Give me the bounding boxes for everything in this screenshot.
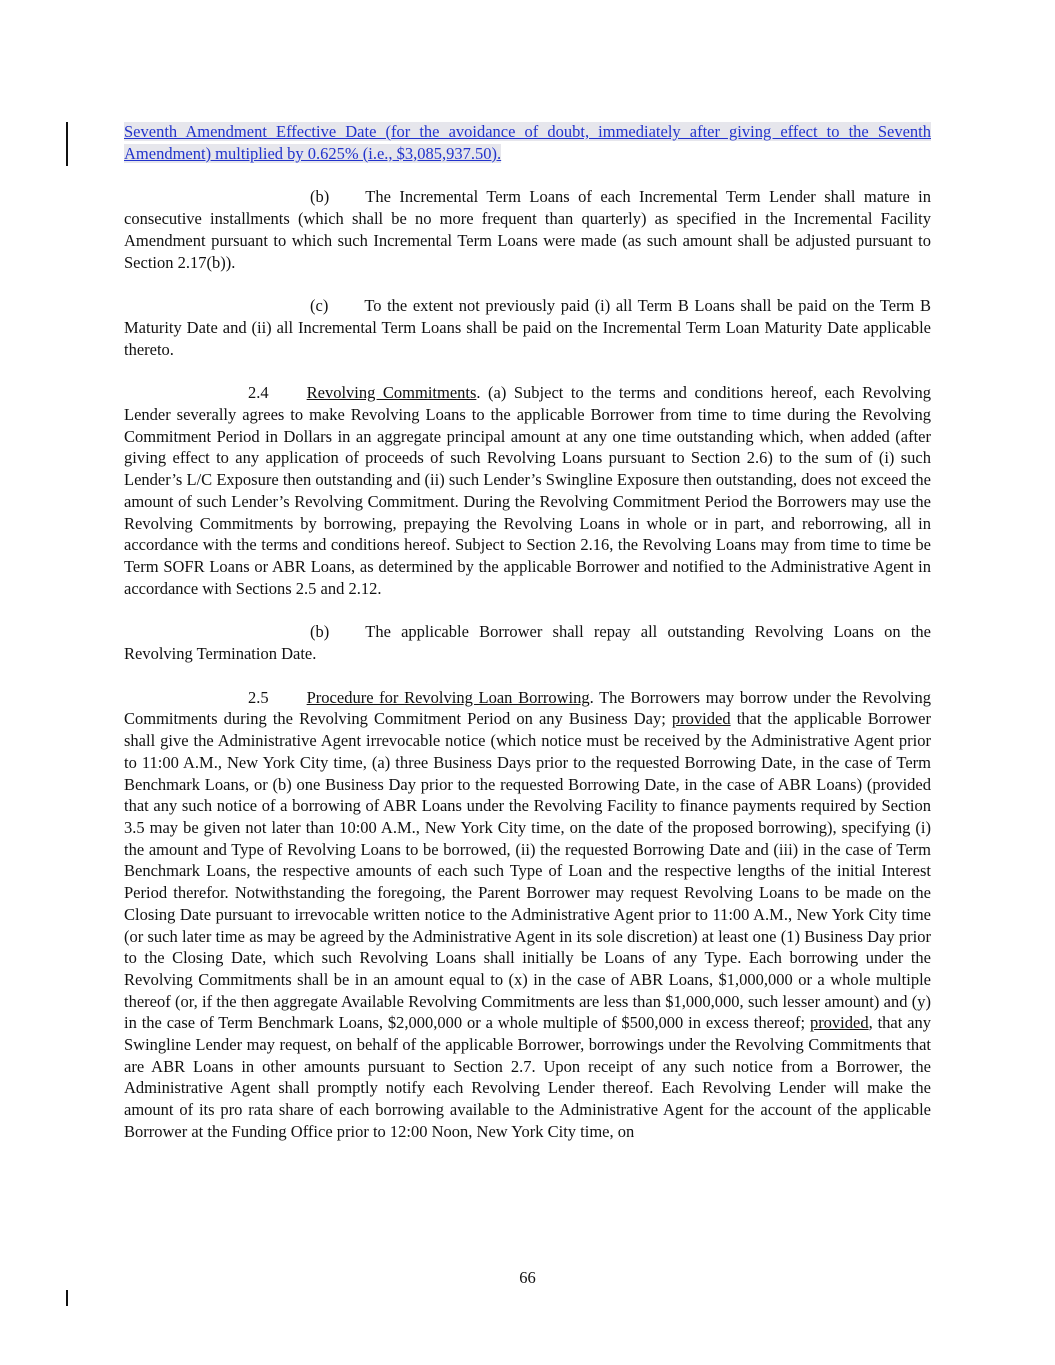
page-number: 66 <box>519 1268 536 1287</box>
section-text-c: , that any Swingline Lender may request, on behalf of the applicable Borrower, borrowings under the Revolving Commitments that are ABR Loans in other amounts pursuant to Section 2.7. Upon receipt of any such notice from a Borrower, the Administrative Agent shall promptly notify each Revolving Lender thereof. Each Revolving Lender will make the amount of its pro rata share of each borrowing available to the Administrative Agent for the account of the applicable Borrower at the Funding Office prior to 12:00 Noon, New York City time, on <box>124 1013 931 1141</box>
clause-label: (b) <box>310 622 330 642</box>
revision-bar-bottom <box>66 1290 68 1306</box>
section-2-4 <box>124 382 931 599</box>
section-text-a: . The Borrowers may borrow under the Revolving Commitments during the Revolving Commitment Period on any Business Day; <box>124 687 931 729</box>
clause-text: The Incremental Term Loans of each Incremental Term Lender shall mature in consecutive installments (which shall be no more frequent than quarterly) as specified in the Incremental Facility Amendment pursuant to which such Incremental Term Loans were made (as such amount shall be adjusted pursuant to Section 2.17(b)). <box>124 187 931 272</box>
section-text-b: that the applicable Borrower shall give the Administrative Agent irrevocable notice (which notice must be received by the Administrative Agent prior to 11:00 A.M., New York City time, (a) three Business Days prior to the requested Borrowing Date, in the case of Term Benchmark Loans, or (b) one Business Day prior to the requested Borrowing Date, in the case of ABR Loans) (provided that any such notice of a borrowing of ABR Loans under the Revolving Facility to finance payments required by Section 3.5 may be given not later than 10:00 A.M., New York City time, on the date of the proposed borrowing), specifying (i) the amount and Type of Revolving Loans to be borrowed, (ii) the requested Borrowing Date and (iii) in the case of Term Benchmark Loans, the respective amounts of each such Type of Loan and the respective lengths of the initial Interest Period therefor. Notwithstanding the foregoing, the Parent Borrower may request Revolving Loans to be made on the Closing Date pursuant to irrevocable written notice to the Administrative Agent prior to 11:00 A.M., New York City time (or such later time as may be agreed by the Administrative Agent in its sole discretion) at least one (1) Business Day prior to the Closing Date, which such Revolving Loans shall initially be Loans of any Type. Each borrowing under the Revolving Commitments shall be in an amount equal to (x) in the case of ABR Loans, $1,000,000 or a whole multiple thereof (or, if the then aggregate Available Revolving Commitments are less than $1,000,000, such lesser amount) and (y) in the case of Term Benchmark Loans, $2,000,000 or a whole multiple of $500,000 in excess thereof; <box>124 709 931 1033</box>
revision-bar-top <box>66 122 68 166</box>
paragraph-2-3-c <box>124 295 931 360</box>
document-page <box>124 121 931 1165</box>
section-title: Revolving Commitments <box>306 383 477 403</box>
inserted-text: Seventh Amendment Effective Date (for the avoidance of doubt, immediately after giving effect to the Seventh Amendment) multiplied by 0.625% (i.e., $3,085,937.50). <box>124 122 931 163</box>
section-text: . (a) Subject to the terms and conditions hereof, each Revolving Lender severally agrees to make Revolving Loans to the applicable Borrower from time to time during the Revolving Commitment Period in Dollars in an aggregate principal amount at any one time outstanding which, when added (after giving effect to any application of proceeds of such Revolving Loans pursuant to Section 2.6) to the sum of (i) such Lender’s L/C Exposure then outstanding and (ii) such Lender’s Swingline Exposure then outstanding, does not exceed the amount of such Lender’s Revolving Commitment. During the Revolving Commitment Period the Borrowers may use the Revolving Commitments by borrowing, prepaying the Revolving Loans in whole or in part, and reborrowing, all in accordance with the terms and conditions hereof. Subject to Section 2.16, the Revolving Loans may from time to time be Term SOFR Loans or ABR Loans, as determined by the applicable Borrower and notified to the Administrative Agent in accordance with Sections 2.5 and 2.12. <box>124 383 931 598</box>
section-title: Procedure for Revolving Loan Borrowing <box>306 687 590 707</box>
clause-text: The applicable Borrower shall repay all outstanding Revolving Loans on the Revolving Termination Date. <box>124 622 931 664</box>
provided-term: provided <box>809 1013 869 1033</box>
section-2-5 <box>124 687 931 1143</box>
paragraph-amendment <box>124 121 931 164</box>
clause-label: (b) <box>310 187 330 207</box>
clause-label: (c) <box>310 296 329 316</box>
clause-text: To the extent not previously paid (i) all Term B Loans shall be paid on the Term B Maturity Date and (ii) all Incremental Term Loans shall be paid on the Incremental Term Loan Maturity Date applicable thereto. <box>124 296 931 359</box>
paragraph-2-3-b <box>124 186 931 273</box>
section-number: 2.4 <box>248 383 269 403</box>
provided-term: provided <box>671 709 731 729</box>
section-number: 2.5 <box>248 687 269 707</box>
paragraph-2-4-b <box>124 621 931 664</box>
